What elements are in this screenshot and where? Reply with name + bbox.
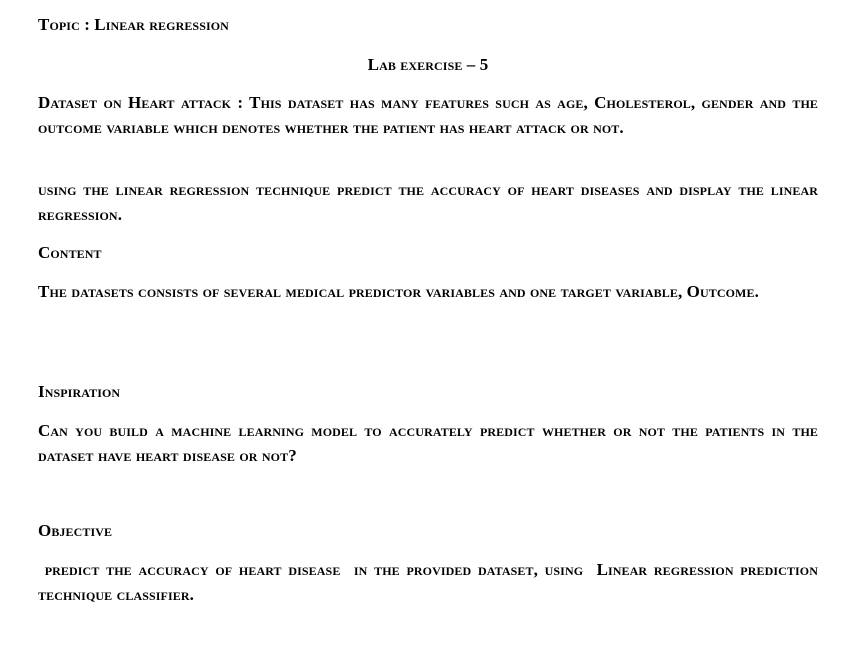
content-paragraph: The datasets consists of several medical predictor variables and one target variable, Outcome. <box>38 282 759 301</box>
dataset-description: Dataset on Heart attack : This dataset has many features such as age, Cholesterol, gender and the outcome variable which denotes whether the patient has heart attack or not. <box>38 93 818 137</box>
objective-paragraph: predict the accuracy of heart disease in the provided dataset, using Linear regression prediction technique classifier. <box>38 560 823 604</box>
lab-exercise-title: Lab exercise – 5 <box>367 55 489 74</box>
content-heading: Content <box>38 243 102 262</box>
objective-heading: Objective <box>38 521 113 540</box>
inspiration-heading: Inspiration <box>38 382 121 401</box>
inspiration-paragraph: Can you build a machine learning model to accurately predict whether or not the patients in the dataset have heart disease or not? <box>38 421 818 465</box>
topic-heading: Topic : Linear regression <box>38 15 229 34</box>
instruction-paragraph: using the linear regression technique predict the accuracy of heart diseases and display the linear regression. <box>38 180 818 224</box>
